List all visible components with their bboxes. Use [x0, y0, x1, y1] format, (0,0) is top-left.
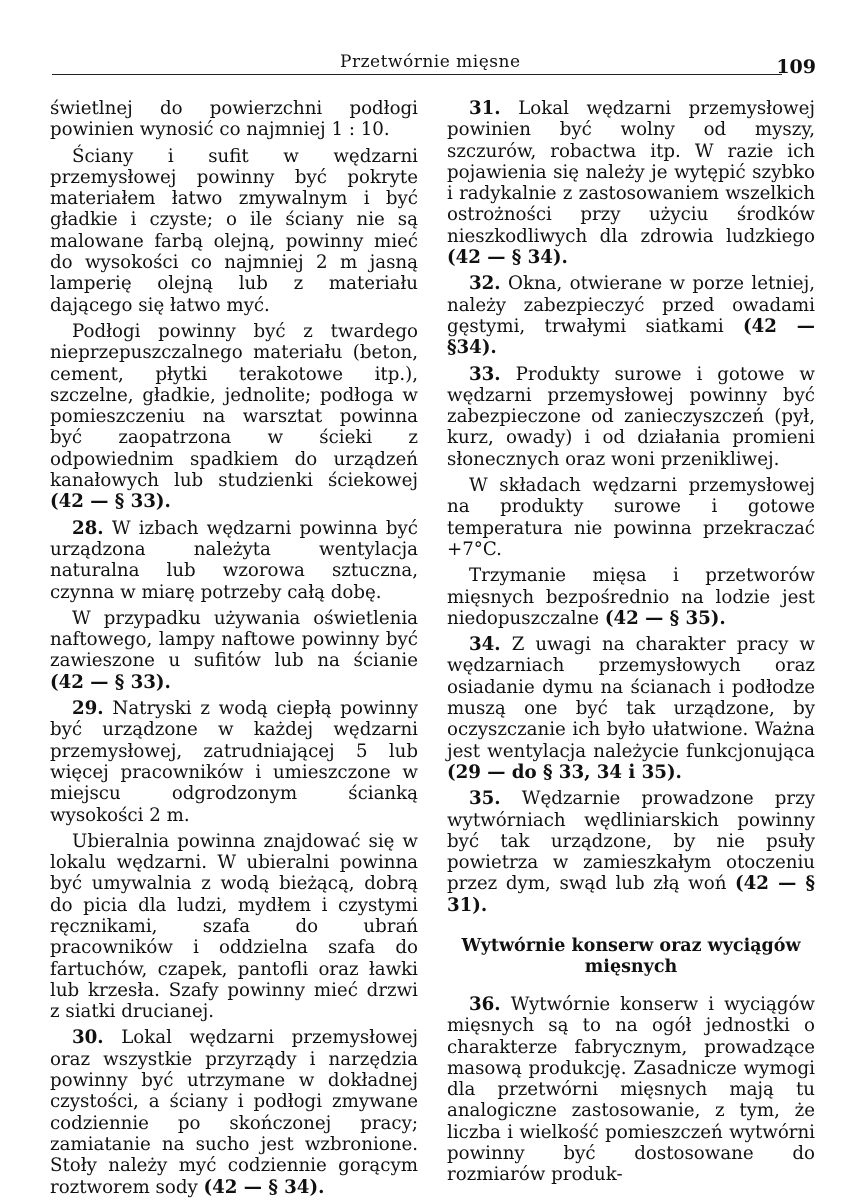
- paragraph-number: 34.: [469, 634, 501, 656]
- paragraph-text: W przypadku używania oświetlenia naftowego, lampy naftowe powinny być zawieszone u sufitów lub na ścianie: [50, 607, 418, 672]
- page-number: 109: [776, 56, 816, 78]
- paragraph-text: Podłogi powinny być z twardego nieprzepuszczalnego materiału (beton, cement, płytki terakotowe itp.), szczelne, gładkie, jednolite; podłoga w pomieszczeniu na warsztat powinna być zaopatrzona w ścieki z odpowiednim spadkiem do urządzeń kanałowych lub studzienki ściekowej: [50, 320, 418, 492]
- paragraph-text: W izbach wędzarni powinna być urządzona należyta wentylacja naturalna lub wzorowa sztuczna, czynna w miarę potrzeby całą dobę.: [50, 517, 418, 603]
- paragraph-text: W składach wędzarni przemysłowej na produkty surowe i gotowe temperatura nie powinna przekraczać +7°C.: [447, 475, 815, 560]
- paragraph-text: Ubieralnia powinna znajdować się w lokalu wędzarni. W ubieralni powinna być umywalnia z wodą bieżącą, dobrą do picia dla ludzi, mydłem i czystymi ręcznikami, szafa do ubrań pracowników i oddzielna szafa do fartuchów, czapek, pantofli oraz ławki lub krzesła. Szafy powinny mieć drzwi z siatki drucianej.: [50, 830, 418, 1023]
- left-column: [50, 98, 418, 1203]
- paragraph-text: Wytwórnie konserw i wyciągów mięsnych są to na ogół jednostki o charakterze fabrycznym, prowadzące masową produkcję. Zasadnicze wymogi dla przetwórni mięsnych mają tu analogiczne zastosowanie, z tym, że liczba i wielkość pomieszczeń wytwórni powinny być dostosowane do rozmiarów produk-: [447, 993, 815, 1186]
- legal-reference: (42 — § 34).: [203, 1176, 325, 1198]
- paragraph-number: 35.: [469, 788, 501, 810]
- paragraph: [447, 273, 815, 358]
- paragraph-text: Z uwagi na charakter pracy w wędzarniach przemysłowych oraz osiadanie dymu na ścianach i podłodze muszą one być tak urządzone, by oczyszczanie ich było ułatwione. Ważna jest wentylacja należycie funkcjonująca: [447, 634, 815, 762]
- paragraph: [50, 518, 418, 603]
- header-rule: [52, 74, 782, 75]
- paragraph-number: 28.: [72, 517, 104, 539]
- paragraph: [50, 321, 418, 513]
- paragraph: [50, 831, 418, 1023]
- paragraph: [447, 565, 815, 629]
- paragraph-number: 33.: [469, 363, 501, 385]
- paragraph-text: Natryski z wodą ciepłą powinny być urządzone w każdej wędzarni przemysłowej, zatrudniającej 5 lub więcej pracowników i umieszczone w miejscu odgrodzonym ścianką wysokości 2 m.: [50, 698, 418, 826]
- legal-reference: (42 — §34).: [447, 315, 815, 359]
- paragraph: [50, 698, 418, 826]
- paragraph: [447, 98, 815, 268]
- paragraph: [447, 788, 815, 916]
- paragraph: [50, 98, 418, 141]
- paragraph-text: Trzymanie mięsa i przetworów mięsnych bezpośrednio na lodzie jest niedopuszczalne: [447, 565, 815, 629]
- legal-reference: (42 — § 35).: [604, 607, 726, 629]
- legal-reference: (42 — § 34).: [447, 247, 568, 269]
- legal-reference: (42 — § 33).: [50, 491, 171, 513]
- legal-reference: (42 — § 31).: [447, 873, 815, 916]
- paragraph: [447, 364, 815, 470]
- paragraph-text: Lokal wędzarni przemysłowej powinien być wolny od myszy, szczurów, robactwa itp. W razie ich pojawienia się należy je wytępić szybko i radykalnie z zastosowaniem wszelkich ostrożności przy użyciu środków nieszkodliwych dla zdrowia ludzkiego: [447, 98, 815, 247]
- section-heading: Wytwórnie konserw oraz wyciągów mięsnych: [461, 935, 801, 977]
- paragraph-number: 36.: [469, 993, 501, 1015]
- paragraph-text: Wędzarnie prowadzone przy wytwórniach wędliniarskich powinny być tak urządzone, by nie psuły powietrza w zamieszkałym otoczeniu przez dym, swąd lub złą woń: [447, 788, 815, 895]
- legal-reference: (42 — § 33).: [50, 671, 171, 693]
- paragraph-text: Ściany i sufit w wędzarni przemysłowej powinny być pokryte materiałem łatwo zmywalnym i być gładkie i czyste; o ile ściany nie są malowane farbą olejną, powinny mieć do wysokości co najmniej 2 m jasną lamperię olejną lub z materiału dającego się łatwo myć.: [50, 145, 418, 316]
- paragraph-number: 32.: [469, 273, 501, 295]
- paragraph-text: Okna, otwierane w porze letniej, należy zabezpieczyć przed owadami gęstymi, trwałymi siatkami: [447, 273, 815, 337]
- paragraph: [447, 634, 815, 783]
- paragraph: [50, 146, 418, 316]
- paragraph: [447, 994, 815, 1186]
- paragraph-number: 30.: [72, 1027, 104, 1049]
- page-header: [52, 48, 822, 76]
- paragraph-text: świetlnej do powierzchni podłogi powinien wynosić co najmniej 1 : 10.: [50, 98, 418, 141]
- running-title: Przetwórnie mięsne: [340, 52, 521, 72]
- paragraph-text: Lokal wędzarni przemysłowej oraz wszystkie przyrządy i narzędzia powinny być utrzymane w dokładnej czystości, a ściany i podłogi zmywane codziennie po skończonej pracy; zamiatanie na sucho jest wzbronione. Stoły należy myć codziennie gorącym roztworem sody: [50, 1027, 418, 1198]
- paragraph: [447, 475, 815, 560]
- paragraph-number: 31.: [469, 98, 501, 119]
- paragraph-text: Produkty surowe i gotowe w wędzarni przemysłowej powinny być zabezpieczone od zanieczyszczeń (pył, kurz, owady) i od działania promieni słonecznych oraz woni przenikliwej.: [447, 363, 815, 470]
- legal-reference: (29 — do § 33, 34 i 35).: [447, 761, 682, 783]
- paragraph: [50, 608, 418, 693]
- paragraph-number: 29.: [72, 698, 104, 720]
- right-column: [447, 98, 815, 1191]
- paragraph: [50, 1027, 418, 1197]
